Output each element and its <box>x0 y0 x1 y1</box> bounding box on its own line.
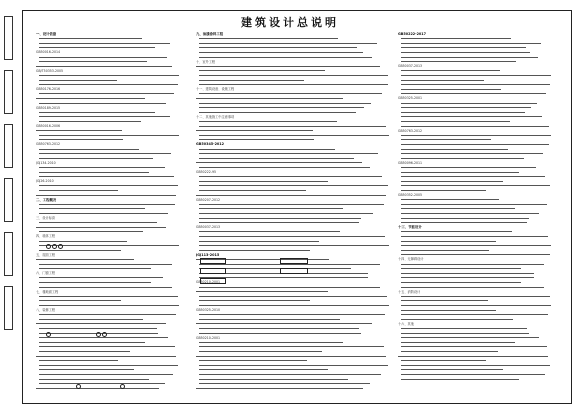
note-line-stroke <box>39 38 142 39</box>
note-line-stroke <box>199 153 378 154</box>
note-line-stroke <box>199 369 328 370</box>
note-line: GB50222-2017 <box>398 32 427 36</box>
callout-box <box>200 278 226 284</box>
note-line-stroke <box>401 296 550 297</box>
note-line: 四、墙体工程 <box>36 234 56 239</box>
note-line-stroke <box>196 66 380 67</box>
note-line-stroke <box>401 70 500 71</box>
note-line-stroke <box>401 153 543 154</box>
note-line-stroke <box>401 218 529 219</box>
note-line-stroke <box>39 379 149 380</box>
note-line: GB50325-2010 <box>196 308 221 312</box>
binding-strip-cell <box>4 178 13 222</box>
note-line-stroke <box>199 57 372 58</box>
note-line: JGJ26-2010 <box>36 179 54 184</box>
note-line: GB50222-95 <box>196 170 217 174</box>
note-line-stroke <box>39 264 172 265</box>
note-line-stroke <box>401 107 531 108</box>
note-line-stroke <box>199 190 306 191</box>
note-line-stroke <box>199 121 337 122</box>
note-line-stroke <box>36 388 159 389</box>
callout-box <box>200 268 226 274</box>
note-line-stroke <box>401 250 489 251</box>
note-line-stroke <box>196 98 343 99</box>
note-line: 八、装修工程 <box>36 308 56 312</box>
note-line-stroke <box>39 231 143 232</box>
note-line-stroke <box>36 356 176 357</box>
note-line-stroke <box>401 38 511 39</box>
note-line-stroke <box>401 93 546 94</box>
note-line-stroke <box>39 153 171 154</box>
note-line-stroke <box>401 245 551 246</box>
note-line-stroke <box>199 75 388 76</box>
note-line-stroke <box>401 369 503 370</box>
note-line-stroke <box>39 103 166 104</box>
note-line-stroke <box>401 135 551 136</box>
note-line: 十二、其他施工中注意事项 <box>196 114 235 119</box>
note-line-stroke <box>401 379 519 380</box>
index-symbol <box>46 332 51 337</box>
binding-strip-cell <box>4 124 13 168</box>
note-line-stroke <box>401 167 536 168</box>
note-line-stroke <box>401 185 550 186</box>
note-line-stroke <box>401 57 538 58</box>
note-line-stroke <box>401 181 503 182</box>
note-line-stroke <box>199 218 361 219</box>
note-line-stroke <box>199 383 370 384</box>
note-line-stroke <box>39 61 147 62</box>
note-line: GB50207-2012 <box>196 197 221 202</box>
note-line-stroke <box>39 360 118 361</box>
note-line-stroke <box>199 38 338 39</box>
note-line: 十五、消防设计 <box>398 289 421 294</box>
binding-strip <box>4 10 22 404</box>
note-line-stroke <box>39 346 175 347</box>
note-line-stroke <box>401 121 510 122</box>
note-line: GB50037-2013 <box>398 64 423 69</box>
note-line: GB50352-2005 <box>398 193 423 197</box>
note-line: GB50325-2001 <box>398 96 423 101</box>
note-line-stroke <box>401 126 549 127</box>
note-line-stroke <box>199 245 389 246</box>
note-line: GB50176-2016 <box>36 87 61 92</box>
note-line-stroke <box>39 172 149 173</box>
note-line-stroke <box>199 342 343 343</box>
note-line-stroke <box>401 52 530 53</box>
note-line-stroke <box>199 112 356 113</box>
note-line-stroke <box>39 241 127 242</box>
note-line-stroke <box>39 277 163 278</box>
note-line-stroke <box>199 126 386 127</box>
note-line-stroke <box>39 369 134 370</box>
note-line-stroke <box>39 383 165 384</box>
note-line-stroke <box>39 93 174 94</box>
note-line: 十六、其他 <box>398 321 414 326</box>
note-line-stroke <box>39 116 170 117</box>
note-line-stroke <box>39 112 155 113</box>
note-line-stroke <box>196 130 313 131</box>
note-line-stroke <box>199 185 388 186</box>
note-line-stroke <box>196 291 328 292</box>
note-line-stroke <box>199 365 388 366</box>
note-line-stroke <box>196 356 386 357</box>
binding-strip-cell <box>4 70 13 114</box>
note-line-stroke <box>39 342 145 343</box>
note-line-stroke <box>39 204 175 205</box>
note-line: 六、门窗工程 <box>36 271 56 276</box>
note-line-stroke <box>199 287 380 288</box>
callout-box <box>280 258 308 264</box>
note-line-stroke <box>401 254 550 255</box>
note-line-stroke <box>199 231 340 232</box>
note-line-stroke <box>401 374 545 375</box>
note-line: GB50763-2012 <box>398 128 423 133</box>
note-line-stroke <box>196 388 363 389</box>
note-line-stroke <box>39 185 178 186</box>
note-line-stroke <box>36 195 176 196</box>
note-line-stroke <box>401 47 526 48</box>
note-line-stroke <box>401 112 525 113</box>
note-line-stroke <box>401 176 545 177</box>
note-line-stroke <box>39 351 130 352</box>
note-line-stroke <box>199 351 322 352</box>
note-line-stroke <box>401 158 524 159</box>
note-line-stroke <box>401 84 550 85</box>
note-line: GB50763-2012 <box>36 142 61 147</box>
note-line-stroke <box>39 337 168 338</box>
note-line-stroke <box>401 342 515 343</box>
note-line-stroke <box>199 328 359 329</box>
note-line-stroke <box>401 314 548 315</box>
note-line-stroke <box>401 337 539 338</box>
note-line-stroke <box>39 287 172 288</box>
note-line-stroke <box>401 222 527 223</box>
note-line-stroke <box>36 227 166 228</box>
note-line: 十四、无障碍设计 <box>398 257 424 262</box>
note-line-stroke <box>401 139 491 140</box>
note-line: GB50345-2012 <box>196 142 225 147</box>
note-line-stroke <box>39 282 151 283</box>
note-line-stroke <box>401 144 549 145</box>
note-line-stroke <box>199 107 364 108</box>
note-line-stroke <box>39 222 157 223</box>
note-line-stroke <box>401 89 501 90</box>
note-line-stroke <box>199 208 343 209</box>
note-line-stroke <box>401 190 486 191</box>
note-line-stroke <box>199 379 348 380</box>
index-symbol <box>52 244 57 249</box>
note-line-stroke <box>199 135 389 136</box>
note-line-stroke <box>401 268 521 269</box>
note-line-stroke <box>199 80 304 81</box>
note-line-stroke <box>401 277 534 278</box>
note-line-stroke <box>196 162 362 163</box>
note-line: JGJ134-2010 <box>36 160 56 165</box>
note-line-stroke <box>199 93 382 94</box>
note-line: 五、屋面工程 <box>36 252 56 257</box>
note-line-stroke <box>196 323 372 324</box>
note-line-stroke <box>199 241 319 242</box>
note-line-stroke <box>39 158 153 159</box>
note-line-stroke <box>199 346 384 347</box>
note-line-stroke <box>401 149 508 150</box>
note-line-stroke <box>199 204 384 205</box>
note-line-stroke <box>401 236 548 237</box>
note-line: GB50016-2006 <box>36 124 61 128</box>
note-line-stroke <box>39 43 170 44</box>
note-line-stroke <box>39 75 179 76</box>
note-line-stroke <box>401 213 539 214</box>
note-line-stroke <box>401 365 550 366</box>
note-line-stroke <box>39 328 157 329</box>
note-line-stroke <box>401 103 537 104</box>
note-line-stroke <box>199 103 371 104</box>
note-line-stroke <box>196 195 386 196</box>
callout-box <box>200 258 226 264</box>
note-line-stroke <box>199 222 359 223</box>
note-line-stroke <box>401 346 547 347</box>
note-line-stroke <box>199 300 310 301</box>
note-line-stroke <box>39 374 173 375</box>
note-line-stroke <box>401 319 513 320</box>
note-line: 二、工程概况 <box>36 197 57 202</box>
note-line-stroke <box>199 305 389 306</box>
note-line-stroke <box>401 80 484 81</box>
note-line-stroke <box>199 360 307 361</box>
note-line-stroke <box>401 116 542 117</box>
note-line-stroke <box>401 172 519 173</box>
note-line-stroke <box>199 52 363 53</box>
note-line-stroke <box>39 139 123 140</box>
note-line-stroke <box>401 333 529 334</box>
note-line: GB50210-2001 <box>196 335 221 340</box>
note-line: 三、设计标高 <box>36 216 56 220</box>
note-line: 十三、节能设计 <box>398 225 422 230</box>
note-line-stroke <box>39 314 176 315</box>
note-line: JGJ113-2015 <box>196 252 220 257</box>
note-line-stroke <box>401 43 541 44</box>
note-line-stroke <box>36 323 166 324</box>
note-line-stroke <box>39 213 168 214</box>
note-line-stroke <box>401 264 544 265</box>
note-line-stroke <box>39 190 118 191</box>
note-line-stroke <box>398 356 548 357</box>
note-line-stroke <box>199 374 381 375</box>
note-line-stroke <box>36 130 122 131</box>
note-line-stroke <box>39 300 121 301</box>
note-line: 十、室外工程 <box>196 59 216 64</box>
note-line-stroke <box>199 84 388 85</box>
note-line-stroke <box>199 158 354 159</box>
note-line-stroke <box>401 300 488 301</box>
note-line-stroke <box>199 314 385 315</box>
note-line-stroke <box>39 296 178 297</box>
note-line-stroke <box>401 360 486 361</box>
note-line-stroke <box>39 167 165 168</box>
note-line-stroke <box>401 282 521 283</box>
note-line-stroke <box>199 43 377 44</box>
note-line-stroke <box>36 98 145 99</box>
note-line-stroke <box>39 121 141 122</box>
binding-strip-cell <box>4 232 13 276</box>
note-line-stroke <box>39 268 151 269</box>
note-line-stroke <box>39 319 143 320</box>
note-line-stroke <box>39 250 121 251</box>
index-symbol <box>120 384 125 389</box>
index-symbol <box>96 332 101 337</box>
note-line-stroke <box>199 236 385 237</box>
index-symbol <box>58 244 63 249</box>
note-line-stroke <box>199 333 361 334</box>
note-line: GB50096-2011 <box>398 160 423 165</box>
note-line: GB50016-2014 <box>36 50 61 55</box>
note-line-stroke <box>199 250 310 251</box>
note-line-stroke <box>39 208 145 209</box>
note-line-stroke <box>199 296 387 297</box>
note-line: GB50210-2001 <box>196 280 221 285</box>
note-line-stroke <box>39 365 178 366</box>
note-line: GB50037-2013 <box>196 225 221 230</box>
note-line: 一、设计依据 <box>36 32 57 36</box>
note-line-stroke <box>199 149 335 150</box>
index-symbol <box>46 244 51 249</box>
note-line-stroke <box>401 231 512 232</box>
sheet-title: 建筑设计总说明 <box>241 16 339 29</box>
note-line-stroke <box>39 80 117 81</box>
note-line-stroke <box>401 310 496 311</box>
binding-strip-cell <box>4 286 13 330</box>
note-line-stroke <box>199 47 357 48</box>
note-line-stroke <box>401 241 496 242</box>
note-line-stroke <box>199 319 340 320</box>
note-line-stroke <box>39 84 178 85</box>
note-line-stroke <box>39 135 179 136</box>
index-symbol <box>76 384 81 389</box>
note-line-stroke <box>199 139 314 140</box>
note-line: 十一、建筑设备、设施工程 <box>196 87 235 92</box>
note-line-stroke <box>39 305 179 306</box>
note-line: 七、楼地面工程 <box>36 289 59 294</box>
note-line-stroke <box>199 181 328 182</box>
note-line-stroke <box>401 204 547 205</box>
drawing-frame <box>22 10 572 404</box>
note-line: GB50189-2015 <box>36 105 61 110</box>
note-line: GB/T50353-2005 <box>36 68 64 73</box>
note-line-stroke <box>199 167 370 168</box>
note-line-stroke <box>401 208 515 209</box>
note-line-stroke <box>199 213 373 214</box>
callout-box <box>280 268 308 274</box>
note-line-stroke <box>401 75 551 76</box>
note-line-stroke <box>39 176 174 177</box>
note-line-stroke <box>36 66 172 67</box>
note-line-stroke <box>39 47 155 48</box>
note-line-stroke <box>39 149 139 150</box>
index-symbol <box>102 332 107 337</box>
note-line: 九、油漆涂料工程 <box>196 32 224 36</box>
note-line-stroke <box>39 57 167 58</box>
note-line-stroke <box>401 351 498 352</box>
note-line-stroke <box>401 287 544 288</box>
note-line-stroke <box>401 273 534 274</box>
note-line-stroke <box>199 176 382 177</box>
note-line-stroke <box>401 305 551 306</box>
note-line-stroke <box>401 199 499 200</box>
note-line-stroke <box>401 328 527 329</box>
note-line-stroke <box>36 259 134 260</box>
note-line-stroke <box>401 61 516 62</box>
note-line-stroke <box>199 70 325 71</box>
